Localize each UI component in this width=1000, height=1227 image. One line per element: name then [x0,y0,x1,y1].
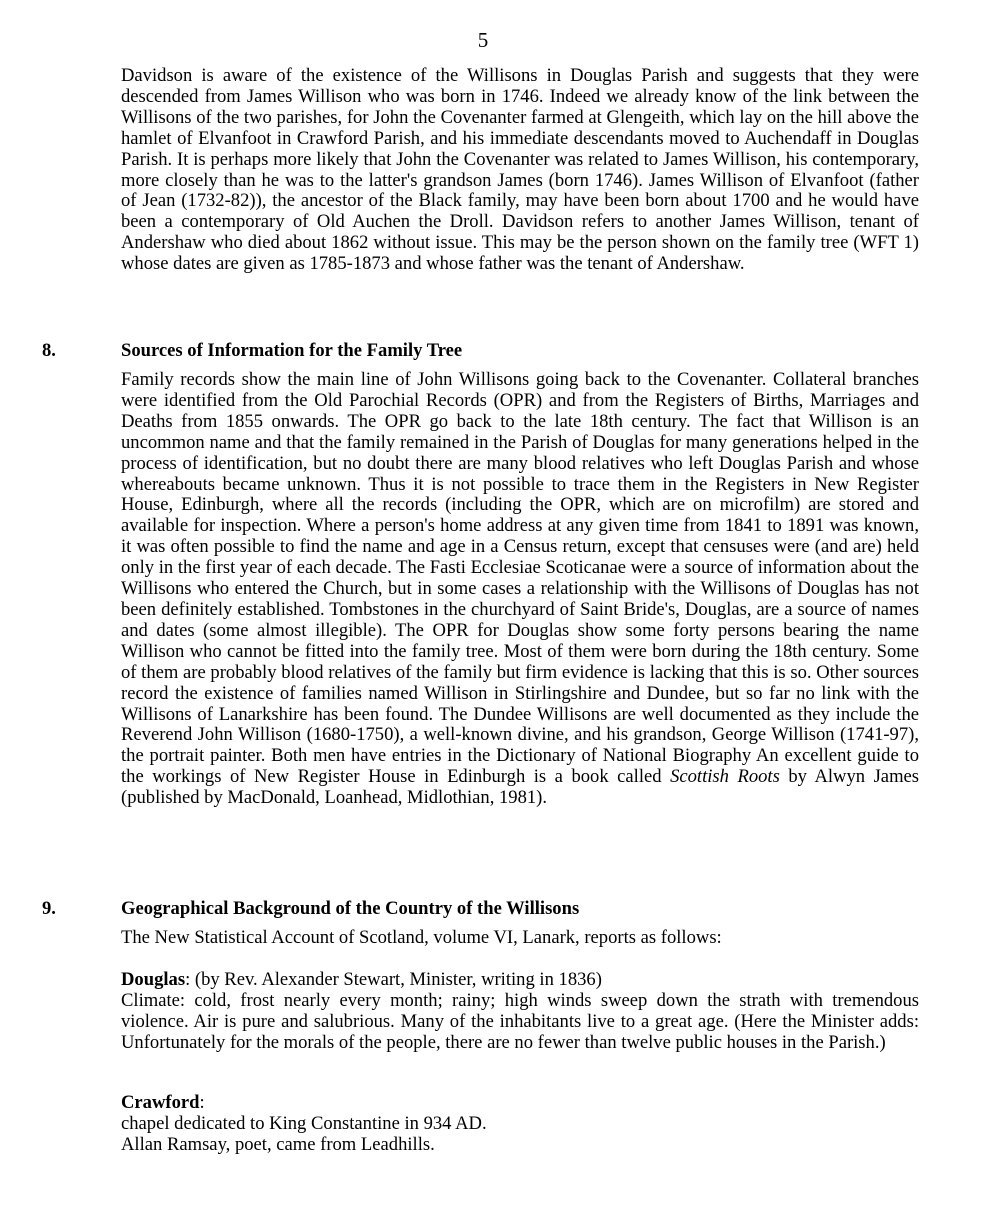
section-8-number: 8. [42,340,56,361]
section-9-title: Geographical Background of the Country of the Willisons [121,898,580,919]
crawford-line-1: chapel dedicated to King Constantine in 934 AD. [121,1113,487,1134]
douglas-text: Climate: cold, frost nearly every month; rainy; high winds sweep down the strath with tremendous violence. Air is pure and salubrious. Many of the inhabitants live to a great age. (Here the Minister adds: Unfortunately for the morals of the people, there are no fewer than twelve public houses in the Parish.) [121,990,919,1053]
book-title: Scottish Roots [670,766,780,788]
section-8-body [121,370,919,809]
section-9-number: 9. [42,898,56,919]
crawford-line-2: Allan Ramsay, poet, came from Leadhills. [121,1134,435,1155]
douglas-heading [121,970,919,991]
section-8-title: Sources of Information for the Family Tree [121,340,463,361]
douglas-heading-rest: : (by Rev. Alexander Stewart, Minister, writing in 1836) [185,969,602,990]
crawford-heading [121,1093,919,1114]
crawford-colon: : [199,1092,205,1113]
crawford-label: Crawford [121,1092,200,1113]
douglas-label: Douglas [121,969,186,990]
intro-paragraph: Davidson is aware of the existence of the Willisons in Douglas Parish and suggests that they were descended from James Willison who was born in 1746. Indeed we already know of the link between the Willisons of the two parishes, for John the Covenanter farmed at Glengeith, which lay on the hill above the hamlet of Elvanfoot in Crawford Parish, and his immediate descendants moved to Auchendaff in Douglas Parish. It is perhaps more likely that John the Covenanter was related to James Willison, his contemporary, more closely than he was to the latter's grandson James (born 1746). James Willison of Elvanfoot (father of Jean (1732-82)), the ancestor of the Black family, may have been born about 1700 and he would have been a contemporary of Old Auchen the Droll. Davidson refers to another James Willison, tenant of Andershaw who died about 1862 without issue. This may be the person shown on the family tree (WFT 1) whose dates are given as 1785-1873 and whose father was the tenant of Andershaw. [121,65,919,275]
section-8-body-text: Family records show the main line of John Willisons going back to the Covenanter. Collateral branches were identified from the Old Parochial Records (OPR) and from the Registers of Births, Marriages and Deaths from 1855 onwards. The OPR go back to the late 18th century. The fact that Willison is an uncommon name and that the family remained in the Parish of Douglas for many generations helped in the process of identification, but no doubt there are many blood relatives who left Douglas Parish and whose whereabouts became unknown. Thus it is not possible to trace them in the Registers in New Register House, Edinburgh, where all the records (including the OPR, which are on microfilm) are stored and available for inspection. Where a person's home address at any given time from 1841 to 1891 was known, it was often possible to find the name and age in a Census return, except that censuses were (and are) held only in the first year of each decade. The Fasti Ecclesiae Scoticanae were a source of information about the Willisons who entered the Church, but in some cases a relationship with the Willisons of Douglas has not been definitely established. Tombstones in the churchyard of Saint Bride's, Douglas, are a source of names and dates (some almost illegible). The OPR for Douglas show some forty persons bearing the name Willison who cannot be fitted into the family tree. Most of them were born during the 18th century. Some of them are probably blood relatives of the family but firm evidence is lacking that this is so. Other sources record the existence of families named Willison in Stirlingshire and Dundee, but so far no link with the Willisons of Lanarkshire has been found. The Dundee Willisons are well documented as they include the Reverend John Willison (1680-1750), a well-known divine, and his grandson, George Willison (1741-97), the portrait painter. Both men have entries in the Dictionary of National Biography An excellent guide to the workings of New Register House in Edinburgh is a book called [121,369,919,788]
section-9-intro: The New Statistical Account of Scotland, volume VI, Lanark, reports as follows: [121,927,722,948]
section-8-body-end: by Alwyn James (published by MacDonald, Loanhead, Midlothian, 1981). [121,766,920,809]
page-number: 5 [477,28,489,52]
